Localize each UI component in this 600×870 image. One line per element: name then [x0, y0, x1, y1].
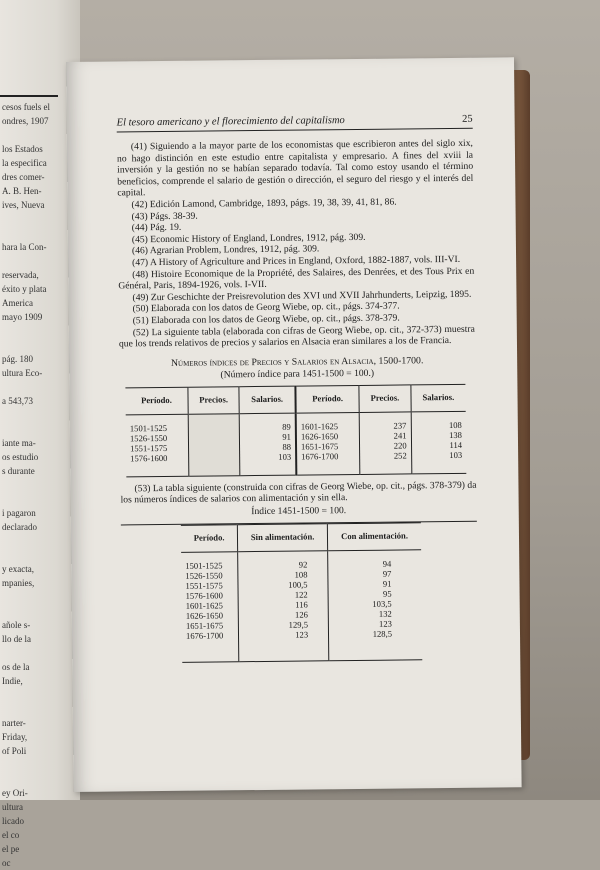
table-cell: 95 [382, 588, 392, 599]
note-52: (52) La siguiente tabla (elaborada con cifras de Georg Wiebe, op. cit., 372-373) muestra que los trends relativos de precios y salarios en Alsacia eran similares a los de Francia. [118, 323, 475, 350]
table-cell: 114 [449, 439, 463, 450]
left-page-line: reservada, [2, 270, 39, 280]
table-cell: 132 [378, 608, 392, 619]
t1-header-period-left: Período. [125, 387, 188, 415]
table-cell: 1601-1625 [300, 421, 339, 432]
left-page-line: llo de la [2, 634, 31, 644]
table-cell: 89 [282, 421, 291, 432]
left-page-line: s durante [2, 466, 35, 476]
t1-header-prices-left: Precios. [188, 387, 240, 415]
t2-periods [181, 551, 239, 662]
left-page-line [2, 702, 72, 716]
table-cell: 116 [295, 599, 308, 610]
t2-header-sin: Sin alimentación. [238, 523, 328, 551]
left-page-line: el co [2, 830, 20, 840]
table-cell: 1676-1700 [185, 630, 224, 641]
table2-caption: Índice 1451-1500 = 100. [251, 505, 347, 518]
left-page-line: narter- [2, 718, 26, 728]
left-page-line [2, 772, 72, 786]
page-number: 25 [462, 113, 473, 125]
t1-header-prices-right: Precios. [359, 385, 411, 413]
note-51: (51) Elaborada con los datos de Georg Wiebe, op. cit., págs. 378-379. [132, 312, 400, 327]
left-page-line [2, 254, 72, 268]
t1-left-salaries [239, 413, 296, 476]
left-page-line [2, 590, 72, 604]
table-cell: 103 [449, 449, 463, 460]
table-cell: 1626-1650 [185, 610, 224, 621]
left-page-line: declarado [2, 522, 37, 532]
t2-sin-values [238, 550, 329, 661]
table-cell: 123 [295, 629, 309, 640]
table-cell: 241 [393, 430, 407, 441]
t2-con-values [328, 549, 423, 660]
note-48: (48) Histoire Economique de la Propriété, des Salaires, des Denrées, et des Tous Prix en Général, Paris, 1894-1926, vols. I-VII. [118, 265, 475, 292]
left-page-line [2, 758, 72, 772]
left-page-line [2, 646, 72, 660]
wages-table [181, 522, 422, 663]
left-page-line [2, 688, 72, 702]
left-page-line [2, 380, 72, 394]
left-page-line: hara la Con- [2, 242, 47, 252]
left-page-line [2, 534, 72, 548]
note-41: (41) Siguiendo a la mayor parte de los economistas que escribieron antes del siglo xix, no hago distinción en este estudio entre capitalista y empresario. A fines del xviii la inversión y la gestión no se habían separado todavía. Tal como estoy usando el término beneficios, comprende el salario de gestión o dirección, el seguro del riesgo y el interés del capital. [116, 137, 474, 199]
t1-right-prices [359, 412, 411, 475]
footnotes [117, 138, 478, 663]
table-cell: 91 [382, 578, 392, 589]
t1-left-prices-obscured [188, 414, 240, 477]
prices-salaries-table [125, 384, 466, 478]
t1-right-periods [296, 412, 360, 475]
t2-header-con: Con alimentación. [327, 522, 421, 550]
table-cell: 1501-1525 [185, 560, 223, 571]
running-head [117, 114, 473, 133]
table-cell: 1651-1675 [185, 620, 224, 631]
table-cell: 1526-1550 [129, 432, 168, 444]
note-47: (47) A History of Agriculture and Prices in England, Oxford, 1882-1887, vols. III-VI. [132, 253, 461, 269]
table-cell: 122 [294, 589, 308, 600]
table-cell: 97 [382, 568, 392, 579]
t1-header-period-right: Período. [295, 385, 359, 413]
left-page-line: Friday, [2, 732, 28, 742]
note-50: (50) Elaborada con los datos de Georg Wiebe, op. cit., págs. 374-377. [132, 300, 400, 315]
left-page-line: ives, Nueva [2, 200, 45, 210]
left-page-line: mayo 1909 [2, 312, 43, 322]
table-cell: 126 [294, 609, 308, 620]
left-page-line: America [2, 298, 33, 308]
t1-header-salaries-right: Salarios. [410, 384, 465, 412]
table-cell: 1626-1650 [300, 431, 339, 442]
left-page-line [2, 128, 72, 142]
table-cell: 1551-1575 [129, 442, 168, 454]
table-cell: 91 [282, 431, 291, 442]
table-cell: 129,5 [288, 619, 309, 630]
table-cell: 1501-1525 [129, 422, 168, 434]
note-44: (44) Pág. 19. [131, 221, 182, 234]
left-page-line: iante ma- [2, 438, 36, 448]
table-cell: 1651-1675 [300, 441, 339, 452]
left-page-line: ultura [2, 802, 23, 812]
left-page-line: éxito y plata [2, 284, 47, 294]
left-page-line: pág. 180 [2, 354, 33, 364]
left-page-line [2, 604, 72, 618]
table-cell: 103,5 [372, 598, 392, 609]
table-cell: 103 [278, 451, 292, 462]
note-42: (42) Edición Lamond, Cambridge, 1893, págs. 19, 38, 39, 41, 81, 86. [131, 196, 397, 211]
table-cell: 108 [294, 569, 308, 580]
note-43: (43) Págs. 38-39. [131, 210, 198, 222]
t1-right-salaries [411, 411, 467, 474]
table-cell: 138 [448, 429, 462, 440]
left-page-line: Indie, [2, 676, 23, 686]
left-page-line: la especifica [2, 158, 47, 168]
left-page-line: añole s- [2, 620, 31, 630]
left-page-line: el pe [2, 844, 20, 854]
t1-left-periods [126, 414, 189, 477]
left-page-line: ondres, 1907 [2, 116, 49, 126]
table-cell: 88 [282, 441, 292, 452]
left-page-line [2, 548, 72, 562]
left-page-line [2, 478, 72, 492]
table-cell: 1576-1600 [130, 452, 168, 464]
left-page-line: os estudio [2, 452, 39, 462]
running-head-title: El tesoro americano y el florecimiento del capitalismo [116, 115, 345, 129]
left-page-line: mpanies, [2, 578, 35, 588]
t2-header-period: Período. [181, 524, 238, 552]
left-page-line [2, 408, 72, 422]
left-page-line: dres comer- [2, 172, 45, 182]
left-page-line: ey Ori- [2, 788, 28, 798]
left-page-line: cesos fuels el [2, 102, 50, 112]
left-page-line: licado [2, 816, 24, 826]
left-page-line: of Poli [2, 746, 27, 756]
table1-caption: Números índices de Precios y Salarios en Alsacia, 1500-1700. [170, 354, 424, 369]
left-page-line: i pagaron [2, 508, 36, 518]
left-page-line: y exacta, [2, 564, 34, 574]
left-page-line [2, 338, 72, 352]
table-cell: 94 [382, 558, 392, 569]
left-page-text [2, 100, 72, 870]
left-page-line [2, 422, 72, 436]
left-page-line: A. B. Hen- [2, 186, 42, 196]
note-49: (49) Zur Geschichte der Preisrevolution des XVI und XVII Jahrhunderts, Leipzig, 1895. [132, 288, 472, 304]
note-53: (53) La tabla siguiente (construida con cifras de Georg Wiebe, op. cit., págs. 378-379) da los números índices de salarios con alimentación y sin ella. [120, 479, 477, 506]
table-cell: 100,5 [288, 579, 308, 590]
left-page-line: ultura Eco- [2, 368, 43, 378]
table-cell: 1676-1700 [301, 451, 339, 462]
table-cell: 252 [393, 450, 407, 461]
table-cell: 128,5 [372, 628, 393, 639]
left-page-line: os de la [2, 662, 30, 672]
left-page-line: los Estados [2, 144, 43, 154]
table-cell: 92 [298, 559, 308, 570]
left-page-line [2, 324, 72, 338]
left-page-line [2, 226, 72, 240]
table-cell: 1576-1600 [185, 590, 223, 601]
table-cell: 220 [393, 440, 407, 451]
t1-header-salaries-left: Salarios. [239, 386, 296, 414]
left-page-line [2, 492, 72, 506]
table-cell: 108 [448, 419, 462, 430]
table-cell: 1551-1575 [185, 580, 223, 591]
right-page [66, 57, 522, 792]
table-cell: 123 [378, 618, 392, 629]
table-cell: 1526-1550 [185, 570, 223, 581]
note-45: (45) Economic History of England, Londres, 1912, pág. 309. [131, 231, 366, 246]
table-cell: 1601-1625 [185, 600, 223, 611]
left-page-rule [0, 95, 58, 97]
left-page-line: a 543,73 [2, 396, 33, 406]
table1-subcaption: (Número índice para 1451-1500 = 100.) [220, 368, 375, 381]
left-page-line: oc [2, 858, 11, 868]
table-cell: 237 [393, 420, 407, 431]
left-page-line [2, 212, 72, 226]
note-46: (46) Agrarian Problem, Londres, 1912, pág. 309. [131, 243, 320, 257]
